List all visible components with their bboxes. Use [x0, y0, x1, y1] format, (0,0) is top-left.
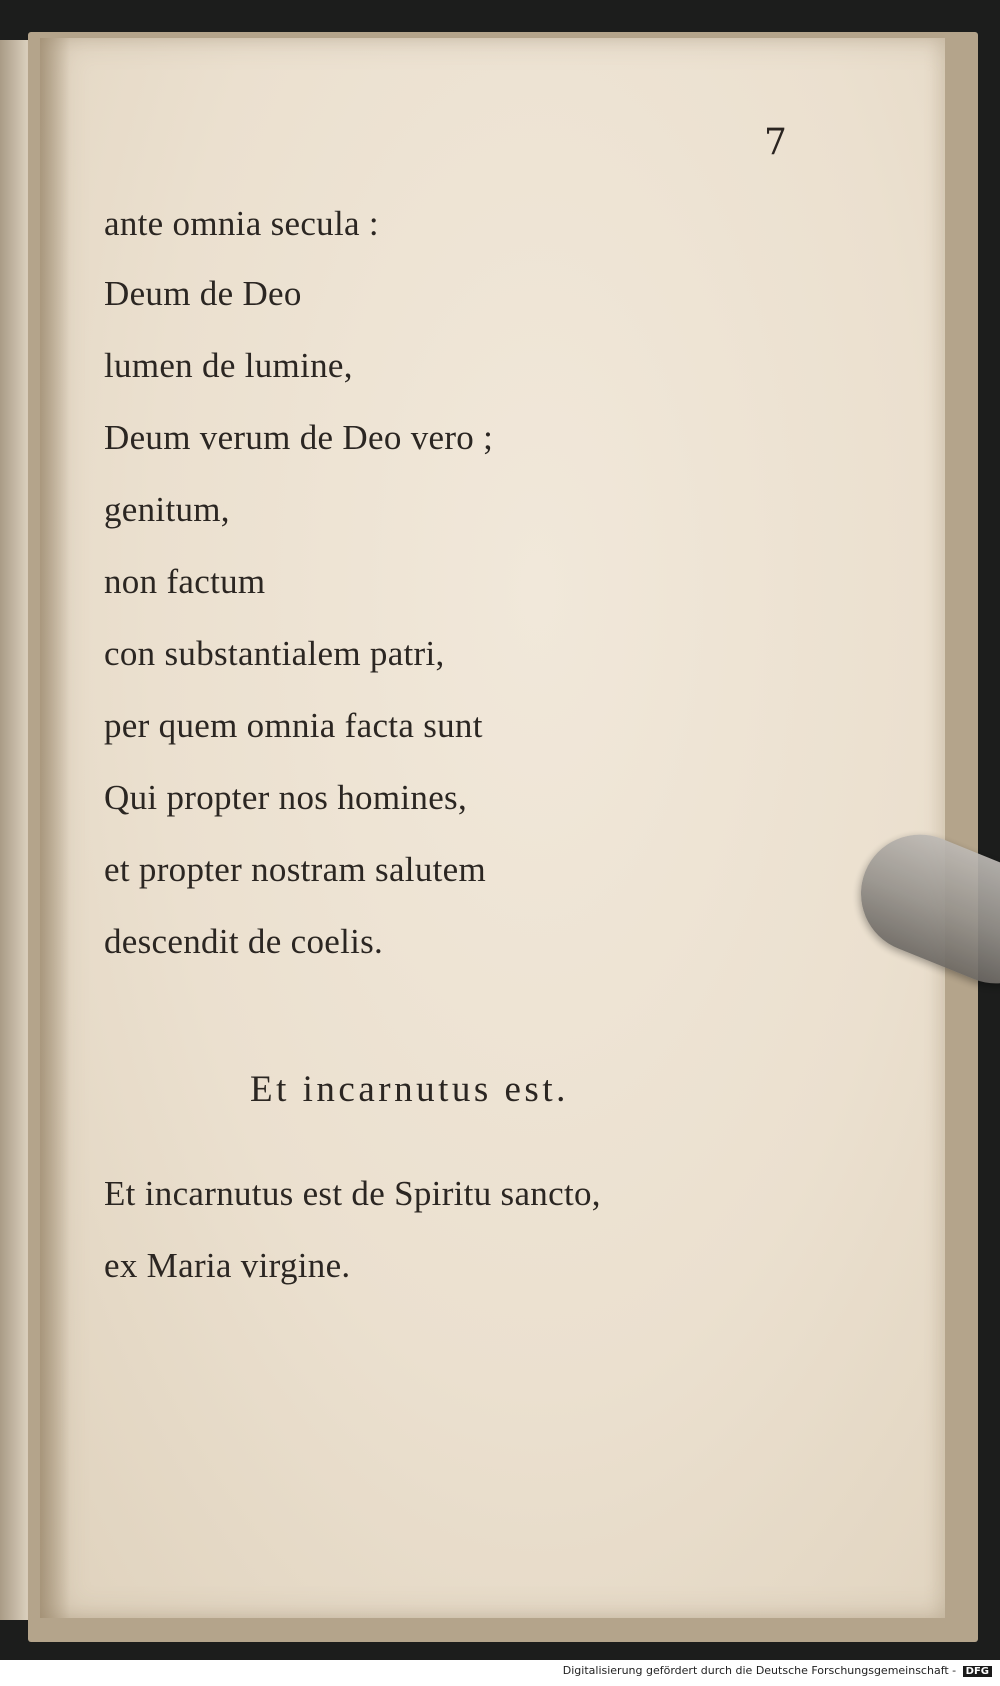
section-heading: Et incarnutus est.: [250, 1069, 569, 1110]
text-line: non factum: [104, 562, 266, 601]
text-line: Deum verum de Deo vero ;: [104, 418, 494, 457]
credit-text: Digitalisierung gefördert durch die Deutsche Forschungsgemeinschaft -: [562, 1664, 957, 1677]
text-line: lumen de lumine,: [104, 346, 353, 385]
text-line: et propter nostram salutem: [104, 850, 486, 889]
text-line: per quem omnia facta sunt: [104, 706, 483, 745]
page-gutter-shadow: [40, 38, 70, 1618]
text-line: descendit de coelis.: [104, 922, 384, 961]
text-line: Qui propter nos homines,: [104, 778, 467, 817]
page-number: 7: [764, 122, 787, 163]
text-line: con substantialem patri,: [104, 634, 445, 673]
dfg-logo: DFG: [963, 1666, 992, 1677]
text-line: ex Maria virgine.: [104, 1246, 351, 1285]
text-line: Et incarnutus est de Spiritu sancto,: [104, 1174, 601, 1213]
text-line: Deum de Deo: [104, 274, 302, 313]
text-line: genitum,: [104, 490, 230, 529]
text-line: ante omnia secula :: [104, 204, 379, 243]
digitization-credit: [563, 1664, 992, 1677]
